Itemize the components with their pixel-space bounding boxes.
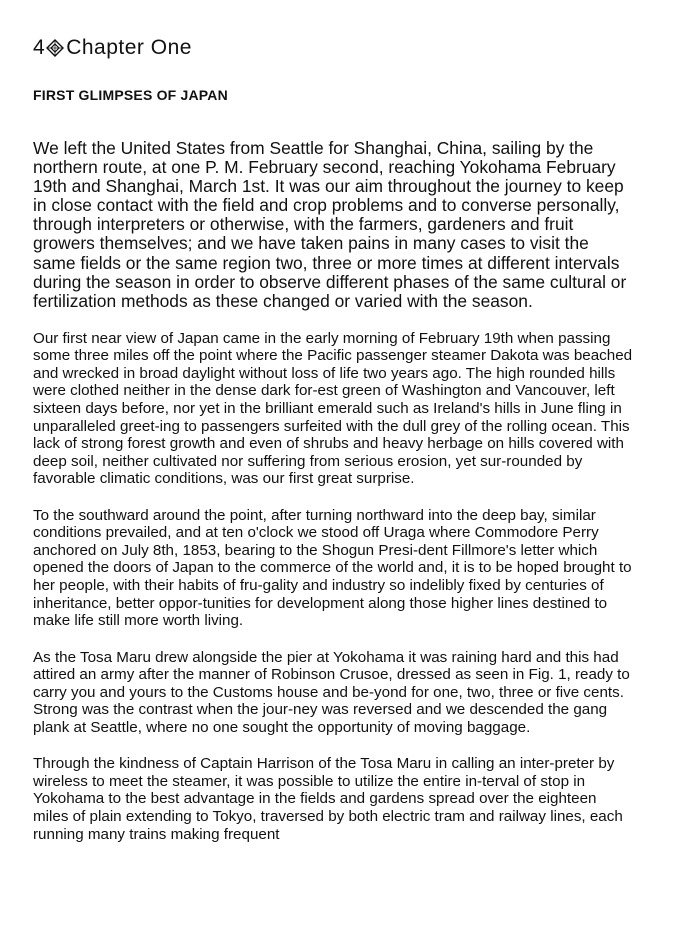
chapter-title: Chapter One	[66, 36, 192, 59]
body-paragraph: Through the kindness of Captain Harrison of the Tosa Maru in calling an inter-preter by wireless to meet the steamer, it was possible to utilize the entire in-terval of stop in Yokohama to the best advantage in the fields and gardens spread over the eighteen miles of plain extending to Tokyo, traversed by both electric tram and railway lines, each running many trains making frequent	[33, 755, 623, 843]
page-number: 4	[33, 36, 46, 59]
body-paragraph: Our first near view of Japan came in the early morning of February 19th when passing some three miles off the point where the Pacific passenger steamer Dakota was beached and wrecked in broad daylight without loss of life two years ago. The high rounded hills were clothed neither in the dense dark for-est green of Washington and Vancouver, left sixteen days before, nor yet in the brilliant emerald such as Ireland's hills in June fling in unparalleled greet-ing to passengers surfeited with the dull grey of the rolling ocean. This lack of strong forest growth and even of shrubs and heavy herbage on hills covered with deep soil, neither cultivated nor suffering from serious erosion, yet sur-rounded by favorable climatic conditions, was our first great surprise.	[33, 329, 633, 488]
lead-paragraph: We left the United States from Seattle for Shanghai, China, sailing by the northern route, at one P. M. February second, reaching Yokohama February 19th and Shanghai, March 1st. It was our aim throughout the journey to keep in close contact with the field and crop problems and to converse personally, through interpreters or otherwise, with the farmers, gardeners and fruit growers themselves; and we have taken pains in many cases to visit the same fields or the same region two, three or more times at different intervals during the season in order to observe different phases of the same cultural or fertilization methods as these changed or varied with the season.	[33, 138, 627, 311]
section-heading: FIRST GLIMPSES OF JAPAN	[33, 87, 228, 103]
body-paragraph: To the southward around the point, after turning northward into the deep bay, similar conditions prevailed, and at ten o'clock we stood off Uraga where Commodore Perry anchored on July 8th, 1853, bearing to the Shogun Presi-dent Fillmore's letter which opened the doors of Japan to the commerce of the world and, it is to be hoped brought to her people, with their habits of fru-gality and industry so indelibly fixed by centuries of inheritance, better oppor-tunities for development along those higher lines destined to make life still more worth living.	[33, 506, 632, 630]
ornamental-diamond-icon	[46, 39, 64, 57]
running-header	[33, 34, 633, 62]
book-page	[33, 34, 633, 843]
body-paragraph: As the Tosa Maru drew alongside the pier at Yokohama it was raining hard and this had attired an army after the manner of Robinson Crusoe, dressed as seen in Fig. 1, ready to carry you and yours to the Customs house and be-yond for one, two, three or five cents. Strong was the contrast when the jour-ney was reversed and we descended the gang plank at Seattle, where no one sought the opportunity of moving baggage.	[33, 648, 630, 736]
